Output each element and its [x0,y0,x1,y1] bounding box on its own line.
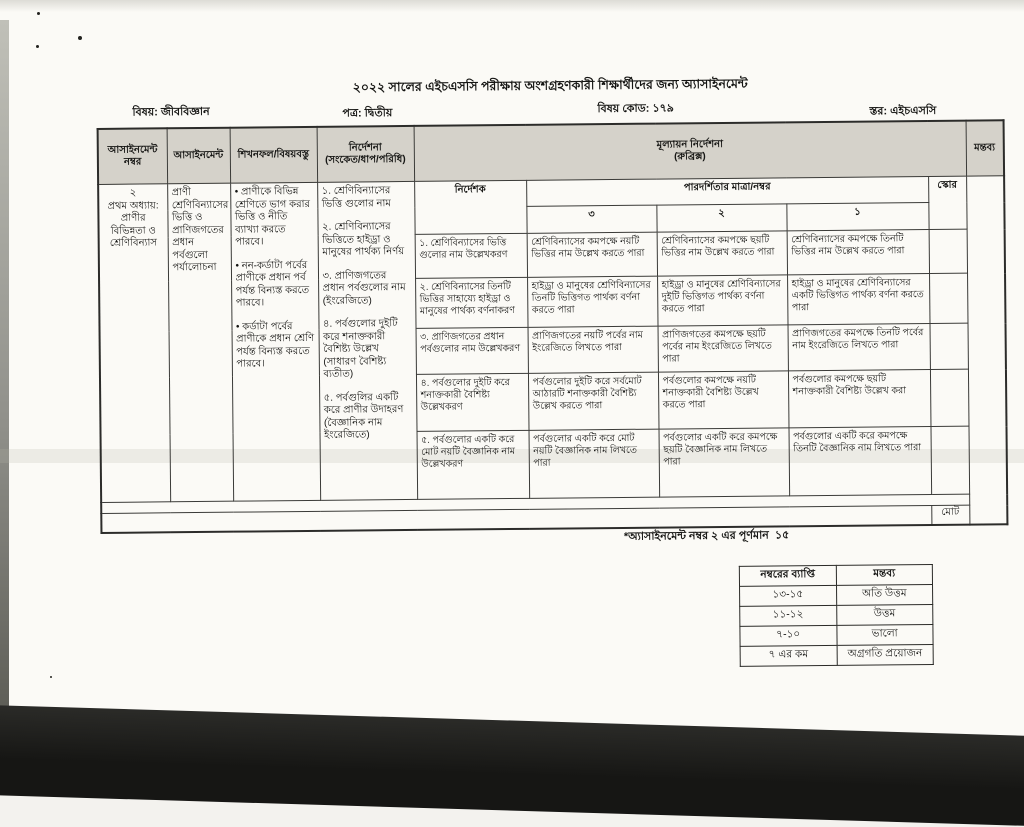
level-2-cell: পর্বগুলোর কমপক্ষে নয়টি শনাক্তকারী বৈশিষ্ট্য উল্লেখ করতে পারা [658,371,789,429]
page-title: ২০২২ সালের এইচএসসি পরীক্ষায় অংশগ্রহণকারী শিক্ষার্থীদের জন্য অ্যাসাইনমেন্ট [352,76,748,95]
learning-outcome-item: • প্রাণীকে বিভিন্ন শ্রেণিতে ভাগ করার ভিত্তি ও নীতি ব্যাখ্যা করতে পারবে। [234,186,311,248]
header-assignment: আসাইনমেন্ট [167,128,231,184]
instruction-item: ৪. পর্বগুলোর দুইটি করে শনাক্তকারী বৈশিষ্ট্য উল্লেখ (সাধারণ বৈশিষ্ট্য ব্যতীত) [322,318,398,380]
score-cell [930,369,969,426]
indicator-cell: ২. শ্রেণিবিন্যাসের তিনটি ভিত্তির সাহায্যে হাইড্রা ও মানুষের পার্থক্য বর্ণনাকরণ [415,277,527,328]
rubric-performance-header: পারদর্শিতার মাত্রা/নম্বর [526,176,928,206]
learning-outcomes-cell [230,182,320,501]
level-1-cell: প্রাণিজগতের কমপক্ষে তিনটি পর্বের নাম ইংরেজিতে লিখতে পারা [788,323,930,370]
header-remarks: মন্তব্য [966,120,1005,176]
rubric-score-header: স্কোর [928,176,967,229]
total-label-cell: মোট [931,505,969,525]
level-2-cell: হাইড্রা ও মানুষের শ্রেণিবিন্যাসের দুইটি ভিত্তিগত পার্থক্য বর্ণনা করতে পারা [657,275,787,326]
grade-remark-cell: অতি উত্তম [836,584,933,605]
score-cell [930,426,969,494]
score-cell [929,273,968,323]
grade-scale-table [739,564,934,667]
grade-remark-cell: উত্তম [836,604,933,625]
instructions-cell [317,181,417,500]
subject-label: বিষয়: জীববিজ্ঞান [132,105,210,119]
level-2-cell: প্রাণিজগতের কমপক্ষে ছয়টি পর্বের নাম ইংরেজিতে লিখতে পারা [658,325,788,372]
assignment-marks-footnote: *অ্যাসাইনমেন্ট নম্বর ২ এর পূর্ণমান ১৫ [623,529,790,543]
level-1-header: ১ [786,202,928,230]
grade-range-cell: ৭-১০ [740,625,837,646]
header-instructions: নির্দেশনা (সংকেত/ধাপ/পরিধি) [317,126,415,182]
level-label: স্তর: এইচএসসি [869,104,937,118]
indicator-cell: ১. শ্রেণিবিন্যাসের ভিত্তি গুলোর নাম উল্লেখকরণ [415,233,527,278]
grade-remark-cell: ভালো [836,624,933,645]
instruction-item: ২. শ্রেণিবিন্যাসের ভিত্তিতে হাইড্রা ও মানুষের পার্থক্য নির্ণয় [321,221,405,258]
paper-label: পত্র: দ্বিতীয় [342,107,393,120]
level-1-cell: হাইড্রা ও মানুষের শ্রেণিবিন্যাসের একটি ভিত্তিগত পার্থক্য বর্ণনা করতে পারা [787,273,929,324]
learning-outcome-item: • নন-কর্ডাটা পর্বের প্রাণীকে প্রধান পর্ব পর্যন্ত বিন্যস্ত করতে পারবে। [235,259,310,309]
grade-range-header: নম্বরের ব্যাপ্তি [739,565,836,586]
indicator-cell: ৩. প্রাণিজগতের প্রধান পর্বগুলোর নাম উল্লেখকরণ [416,327,528,374]
level-2-cell: পর্বগুলোর একটি করে কমপক্ষে ছয়টি বৈজ্ঞানিক নাম লিখতে পারা [659,428,790,497]
instruction-item: ১. শ্রেণিবিন্যাসের ভিত্তি গুলোর নাম [321,185,391,210]
header-learning-outcome: শিখনফল/বিষয়বস্তু [230,127,318,183]
assignment-number-cell: ২ প্রথম অধ্যায়: প্রাণীর বিভিন্নতা ও শ্রেণিবিন্যাস [98,184,170,503]
instruction-item: ৩. প্রাণিজগতের প্রধান পর্বগুলোর নাম (ইংরেজিতে) [322,269,406,307]
level-3-cell: পর্বগুলোর দুইটি করে সর্বমোট আঠারটি শনাক্তকারী বৈশিষ্ট্য উল্লেখ করতে পারা [528,372,659,430]
table-header-row [98,120,1005,184]
grade-remark-header: মন্তব্য [836,564,933,585]
subject-code-label: বিষয় কোড: ১৭৯ [597,102,674,116]
assignment-cell: প্রাণী শ্রেণিবিন্যাসের ভিত্তি ও প্রাণিজগতের প্রধান পর্বগুলো পর্যালোচনা [167,183,233,502]
grade-row [740,644,933,666]
level-1-cell: পর্বগুলোর কমপক্ষে ছয়টি শনাক্তকারী বৈশিষ্ট্য উল্লেখ করা [788,369,931,427]
score-cell [929,229,967,273]
rubric-indicator-header: নির্দেশক [414,180,527,234]
grade-header-row [739,564,932,586]
indicator-cell: ৪. পর্বগুলোর দুইটি করে শনাক্তকারী বৈশিষ্ট্য উল্লেখকরণ [416,373,529,431]
assignment-table [97,119,1009,534]
level-1-cell: শ্রেণিবিন্যাসের কমপক্ষে তিনটি ভিত্তির নাম উল্লেখ করতে পারা [787,229,929,274]
level-3-cell: হাইড্রা ও মানুষের শ্রেণিবিন্যাসের তিনটি ভিত্তিগত পার্থক্য বর্ণনা করতে পারা [527,276,657,327]
grade-range-cell: ৭ এর কম [740,645,837,666]
grade-range-cell: ১৩-১৫ [740,585,837,606]
level-3-cell: পর্বগুলোর একটি করে মোট নয়টি বৈজ্ঞানিক নাম লিখতে পারা [529,429,660,498]
level-3-cell: শ্রেণিবিন্যাসের কমপক্ষে নয়টি ভিত্তির নাম উল্লেখ করতে পারা [527,232,657,277]
indicator-cell: ৫. পর্বগুলোর একটি করে মোট নয়টি বৈজ্ঞানিক নাম উল্লেখকরণ [417,430,530,499]
level-2-header: ২ [656,204,786,232]
level-2-cell: শ্রেণিবিন্যাসের কমপক্ষে ছয়টি ভিত্তির নাম উল্লেখ করতে পারা [657,231,787,276]
level-1-cell: পর্বগুলোর একটি করে কমপক্ষে তিনটি বৈজ্ঞানিক নাম লিখতে পারা [788,426,931,495]
grade-range-cell: ১১-১২ [740,605,837,626]
instruction-item: ৫. পর্বগুলির একটি করে প্রাণীর উদাহরণ (বৈজ্ঞানিক নাম ইংরেজিতে) [323,391,404,441]
learning-outcome-item: • কর্ডাটা পর্বের প্রাণীকে প্রধান শ্রেণি পর্যন্ত বিন্যস্ত করতে পারবে। [235,320,315,370]
level-3-header: ৩ [526,205,656,233]
remarks-cell [966,176,1007,525]
header-evaluation: মূল্যায়ন নির্দেশনা (রুব্রিক্স) [414,121,967,182]
score-cell [930,323,968,369]
grade-row [740,624,933,646]
grade-row [740,584,933,606]
grade-row [740,604,933,626]
grade-remark-cell: অগ্রগতি প্রয়োজন [837,644,934,665]
header-assignment-number: আসাইনমেন্ট নম্বর [98,128,168,184]
level-3-cell: প্রাণিজগতের নয়টি পর্বের নাম ইংরেজিতে লিখতে পারা [528,326,658,373]
